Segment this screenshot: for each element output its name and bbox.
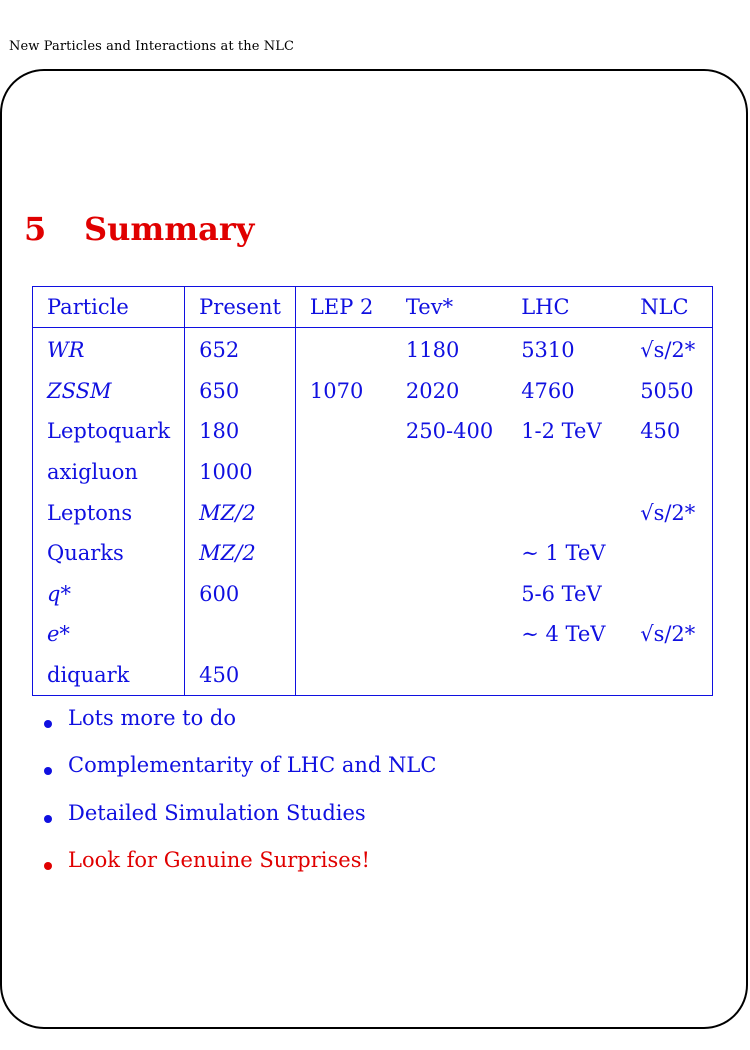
table-cell: q* (33, 574, 185, 615)
bullet-dot-icon (44, 862, 52, 870)
table-row (33, 614, 712, 655)
bullet-item (44, 753, 436, 800)
bullet-text: Complementarity of LHC and NLC (68, 753, 437, 778)
table-cell (295, 655, 392, 696)
table-cell: WR (33, 328, 185, 371)
table-cell (507, 452, 626, 493)
table-cell: 650 (185, 371, 296, 412)
table-cell (392, 574, 507, 615)
table-cell: 600 (185, 574, 296, 615)
table-row (33, 574, 712, 615)
table-cell (295, 574, 392, 615)
bullet-item (44, 848, 436, 895)
table-cell (295, 492, 392, 533)
bullet-dot-icon (44, 767, 52, 775)
table-row (33, 533, 712, 574)
table-cell (295, 614, 392, 655)
column-header: NLC (626, 287, 712, 328)
bullet-item (44, 801, 436, 848)
table-cell (626, 533, 712, 574)
column-header: LHC (507, 287, 626, 328)
summary-table (33, 287, 712, 695)
table-cell (295, 328, 392, 371)
table-header-row (33, 287, 712, 328)
table-cell: ∼ 1 TeV (521, 541, 606, 566)
table-cell: MZ/2 (185, 492, 296, 533)
table-cell: Quarks (33, 533, 185, 574)
table-cell: 2020 (405, 378, 460, 403)
section-heading (24, 210, 254, 248)
column-header: Tev* (392, 287, 507, 328)
table-cell (392, 452, 507, 493)
table-cell: 450 (640, 419, 681, 444)
bullet-text: Detailed Simulation Studies (68, 800, 366, 825)
table-cell: 250-400 (405, 419, 494, 444)
table-row (33, 655, 712, 696)
table-cell: 180 (185, 411, 296, 452)
table-cell (626, 655, 712, 696)
table-cell: 652 (185, 328, 296, 371)
bullet-text: Lots more to do (68, 706, 237, 730)
table-cell (507, 655, 626, 696)
table-cell: 4760 (521, 378, 575, 403)
table-cell: √s/2* (640, 622, 696, 647)
table-row (33, 371, 712, 412)
table-cell: ZSSM (33, 371, 185, 412)
table-row (33, 492, 712, 533)
table-cell: e* (33, 614, 185, 655)
table-cell: ∼ 4 TeV (521, 622, 606, 647)
table-cell (295, 452, 392, 493)
table-cell (295, 411, 392, 452)
running-head: New Particles and Interactions at the NLC (9, 39, 294, 54)
section-title: Summary (84, 210, 255, 248)
table-cell (507, 492, 626, 533)
table-cell: 5050 (640, 378, 694, 403)
table-cell: 5-6 TeV (521, 581, 602, 606)
table-cell: 1000 (185, 452, 296, 493)
table-row (33, 328, 712, 371)
table-cell (626, 452, 712, 493)
table-cell: 1070 (309, 378, 364, 403)
table-cell (392, 655, 507, 696)
table-cell: Leptons (33, 492, 185, 533)
bullet-item (44, 706, 436, 753)
table-row (33, 411, 712, 452)
table-cell (392, 533, 507, 574)
table-cell: √s/2* (640, 338, 696, 363)
bullet-dot-icon (44, 815, 52, 823)
column-header: Present (185, 287, 296, 328)
table-cell: 5310 (521, 338, 575, 363)
table-cell (392, 492, 507, 533)
section-number: 5 (24, 210, 47, 248)
bullet-text: Look for Genuine Surprises! (68, 847, 370, 872)
table-cell: 1180 (405, 338, 460, 363)
column-header: LEP 2 (295, 287, 392, 328)
table-cell (295, 533, 392, 574)
table-cell: 450 (185, 655, 296, 696)
bullet-dot-icon (44, 720, 52, 728)
table-cell (392, 614, 507, 655)
table-cell (626, 574, 712, 615)
table-cell: diquark (33, 655, 185, 696)
table-cell: axigluon (33, 452, 185, 493)
table-cell: Leptoquark (33, 411, 185, 452)
table-row (33, 452, 712, 493)
table-cell (185, 614, 296, 655)
column-header: Particle (33, 287, 185, 328)
table-cell: MZ/2 (185, 533, 296, 574)
bullet-list (44, 706, 436, 895)
table-cell: 1-2 TeV (521, 419, 602, 444)
table-cell: √s/2* (640, 500, 696, 525)
